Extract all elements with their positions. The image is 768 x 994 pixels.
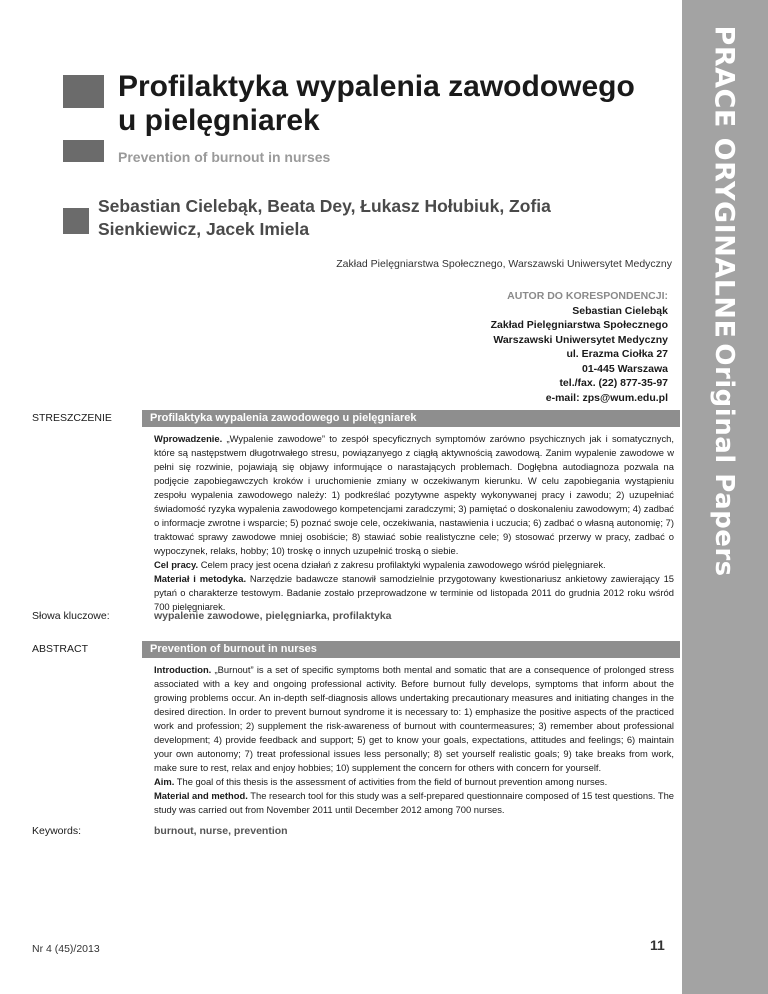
- keywords-en: burnout, nurse, prevention: [154, 825, 288, 837]
- paragraph-lead: Cel pracy.: [154, 559, 199, 570]
- paragraph-text: Narzędzie badawcze stanowił samodzielnie przygotowany kwestionariusz ankietowy zawierający 15 pytań o charakterze testowym. Badanie zostało przeprowadzone w terminie od listopada 2011 do grudnia 2012 roku wśród 700 pielęgniarek.: [154, 573, 674, 612]
- paragraph: [154, 663, 674, 775]
- keywords-pl-label: Słowa kluczowe:: [32, 610, 110, 622]
- paragraph-text: „Wypalenie zawodowe” to zespół specyficznych symptomów zarówno psychicznych jak i somatycznych, które są następstwem długotrwałego stresu, powiązanyego z ciągłą aktywnością zawodową. Zanim wypalenie zawodowe w pełni się rozwinie, pojawiają się objawy informujące o narastających problemach. Dogłębna autodiagnoza pozwala na podjęcie zapobiegawczych kroków i uruchomienie zmiany w oczekiwanym kierunku. W celu zapobiegania wystąpieniu zespołu wypalenia zawodowego należy: 1) podkreślać pozytywne aspekty wykonywanej pracy i zawodu; 2) uzupełniać świadomość ryzyka wypalenia zawodowego kompetencjami zaradczymi; 3) pamiętać o doskonaleniu zawodowym; 4) zadbać o informacje zwrotne i wsparcie; 5) poznać swoje cele, oczekiwania, nastawienia i uczucia; 6) zadbać o własną autonomię; 7) traktować sprawy zawodowe mniej osobiście; 8) stawiać sobie realistyczne cele; 9) stosować przerwy w pracy, zadbać o wypoczynek, relaks, hobby; 10) troskę o innych uzupełnić troską o siebie.: [154, 433, 674, 556]
- paragraph-text: Celem pracy jest ocena działań z zakresu profilaktyki wypalenia zawodowego wśród pielęgniarek.: [198, 559, 606, 570]
- decor-box-subtitle: [63, 140, 104, 162]
- paragraph-text: „Burnout” is a set of specific symptoms both mental and somatic that are a consequence of prolonged stress associated with a key and ongoing professional activity. Before burnout fully develops, symptoms that inform about the growing problems occur. An in-depth self-diagnosis allows undertaking precautionary measures and initiating changes in the desired direction. In order to prevent burnout syndrome it is necessary to: 1) emphasize the positive aspects of the practiced work and profession; 2) supplement the risk-awareness of burnout with countermeasures; 3) remember about professional development; 4) provide feedback and support; 5) get to know your goals, expectations, attitudes and feelings; 6) maintain your own autonomy; 7) treat professional issues less personally; 8) set yourself realistic goals; 9) take breaks from work, make sure to rest, relax and enjoy hobbies; 10) supplement the concern for others with concern for yourself.: [154, 664, 674, 773]
- abstract-body: [154, 663, 674, 817]
- paragraph-text: The goal of this thesis is the assessment of activities from the field of burnout prevention among nurses.: [174, 776, 608, 787]
- streszczenie-label: STRESZCZENIE: [32, 412, 112, 424]
- correspondence-email[interactable]: e-mail: zps@wum.edu.pl: [545, 391, 668, 404]
- keywords-en-label: Keywords:: [32, 825, 82, 837]
- correspondence-block: [491, 289, 668, 405]
- correspondence-line: tel./fax. (22) 877-35-97: [559, 377, 668, 389]
- paragraph-lead: Material and method.: [154, 790, 248, 801]
- paragraph-lead: Materiał i metodyka.: [154, 573, 247, 584]
- correspondence-line: ul. Erazma Ciołka 27: [566, 348, 668, 360]
- paragraph-text: The research tool for this study was a self-prepared questionnaire composed of 15 test questions. The study was carried out from November 2011 until December 2012 among 700 nurses.: [154, 790, 674, 815]
- streszczenie-bar: Profilaktyka wypalenia zawodowego u pielęgniarek: [142, 410, 680, 427]
- paragraph: [154, 789, 674, 817]
- section-label-en: Original Papers: [709, 343, 739, 577]
- paragraph-lead: Aim.: [154, 776, 175, 787]
- abstract-label: ABSTRACT: [32, 643, 89, 655]
- correspondence-heading: AUTOR DO KORESPONDENCJI:: [507, 290, 668, 302]
- affiliation: Zakład Pielęgniarstwa Społecznego, Warszawski Uniwersytet Medyczny: [336, 258, 672, 270]
- article-subtitle: Prevention of burnout in nurses: [118, 149, 331, 165]
- correspondence-line: Sebastian Cielebąk: [572, 304, 668, 317]
- abstract-bar: Prevention of burnout in nurses: [142, 641, 680, 658]
- paragraph: [154, 558, 674, 572]
- paragraph-lead: Introduction.: [154, 664, 212, 675]
- issue-number: Nr 4 (45)/2013: [32, 943, 100, 955]
- correspondence-line: Warszawski Uniwersytet Medyczny: [493, 333, 668, 346]
- correspondence-line: Zakład Pielęgniarstwa Społecznego: [490, 319, 668, 331]
- decor-box-authors: [63, 208, 89, 234]
- author-list: Sebastian Cielebąk, Beata Dey, Łukasz Hołubiuk, Zofia Sienkiewicz, Jacek Imiela: [98, 196, 551, 239]
- decor-box-title: [63, 75, 104, 108]
- correspondence-line: 01-445 Warszawa: [582, 362, 668, 375]
- paragraph: [154, 775, 674, 789]
- page-number: 11: [650, 937, 665, 953]
- streszczenie-body: [154, 432, 674, 614]
- article-title: Profilaktyka wypalenia zawodowego u pielęgniarek: [118, 70, 635, 137]
- paragraph: [154, 432, 674, 558]
- keywords-pl: wypalenie zawodowe, pielęgniarka, profilaktyka: [154, 610, 392, 622]
- paragraph: [154, 572, 674, 614]
- paragraph-lead: Wprowadzenie.: [154, 433, 223, 444]
- section-label-pl: PRACE ORYGINALNE: [708, 25, 740, 339]
